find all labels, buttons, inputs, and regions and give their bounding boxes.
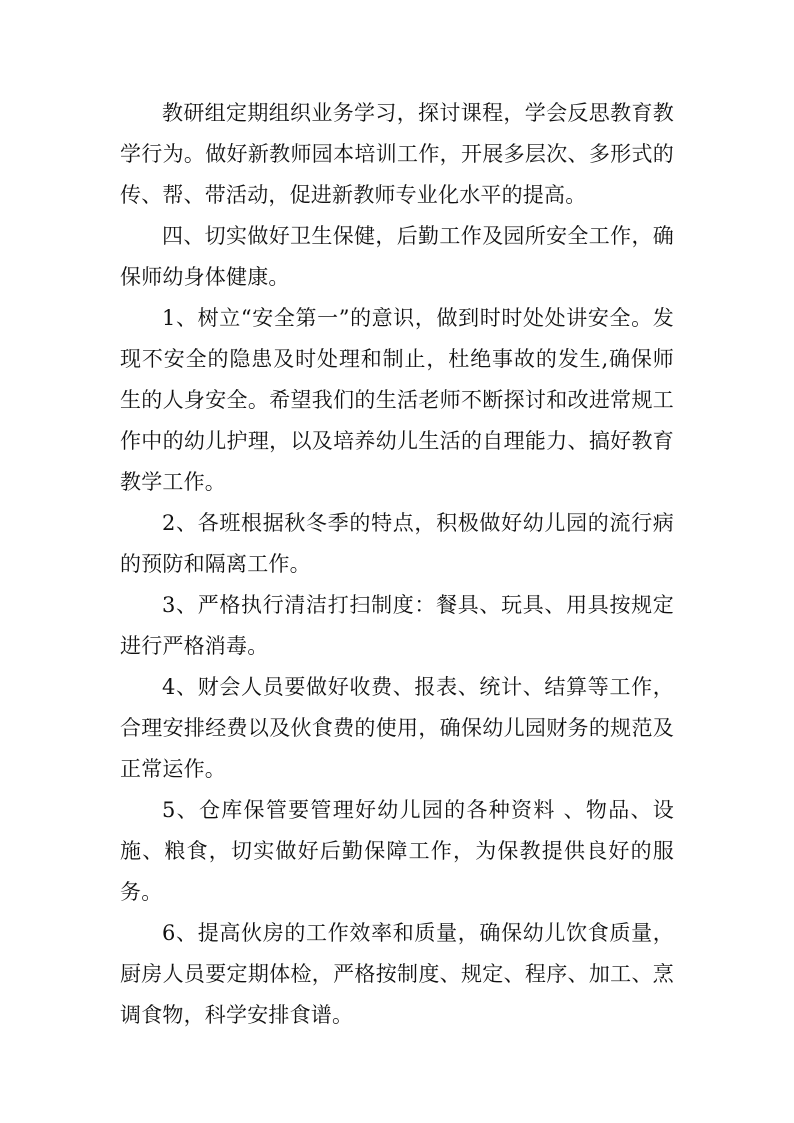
paragraph-teaching-research: 教研组定期组织业务学习，探讨课程，学会反思教育教学行为。做好新教师园本培训工作，开展多层次、多形式的传、帮、带活动，促进新教师专业化水平的提高。 (120, 101, 674, 207)
paragraph-item-4-finance: 4、财会人员要做好收费、报表、统计、结算等工作，合理安排经费以及伙食费的使用，确保幼儿园财务的规范及正常运作。 (120, 675, 674, 781)
document-body (120, 93, 674, 1036)
paragraph-item-5-warehouse: 5、仓库保管要管理好幼儿园的各种资料 、物品、设施、粮食，切实做好后勤保障工作，为保教提供良好的服务。 (120, 798, 674, 904)
paragraph-section-four-heading: 四、切实做好卫生保健，后勤工作及园所安全工作，确保师幼身体健康。 (120, 224, 674, 289)
paragraph-item-6-kitchen: 6、提高伙房的工作效率和质量，确保幼儿饮食质量，厨房人员要定期体检，严格按制度、规定、程序、加工、烹调食物，科学安排食谱。 (120, 921, 674, 1027)
paragraph-item-1-safety: 1、树立“安全第一”的意识，做到时时处处讲安全。发现不安全的隐患及时处理和制止，杜绝事故的发生,确保师生的人身安全。希望我们的生活老师不断探讨和改进常规工作中的幼儿护理，以及培养幼儿生活的自理能力、搞好教育教学工作。 (120, 306, 674, 494)
paragraph-item-2-disease-prevention: 2、各班根据秋冬季的特点，积极做好幼儿园的流行病的预防和隔离工作。 (120, 511, 674, 576)
paragraph-item-3-cleaning: 3、严格执行清洁打扫制度：餐具、玩具、用具按规定进行严格消毒。 (120, 593, 674, 658)
